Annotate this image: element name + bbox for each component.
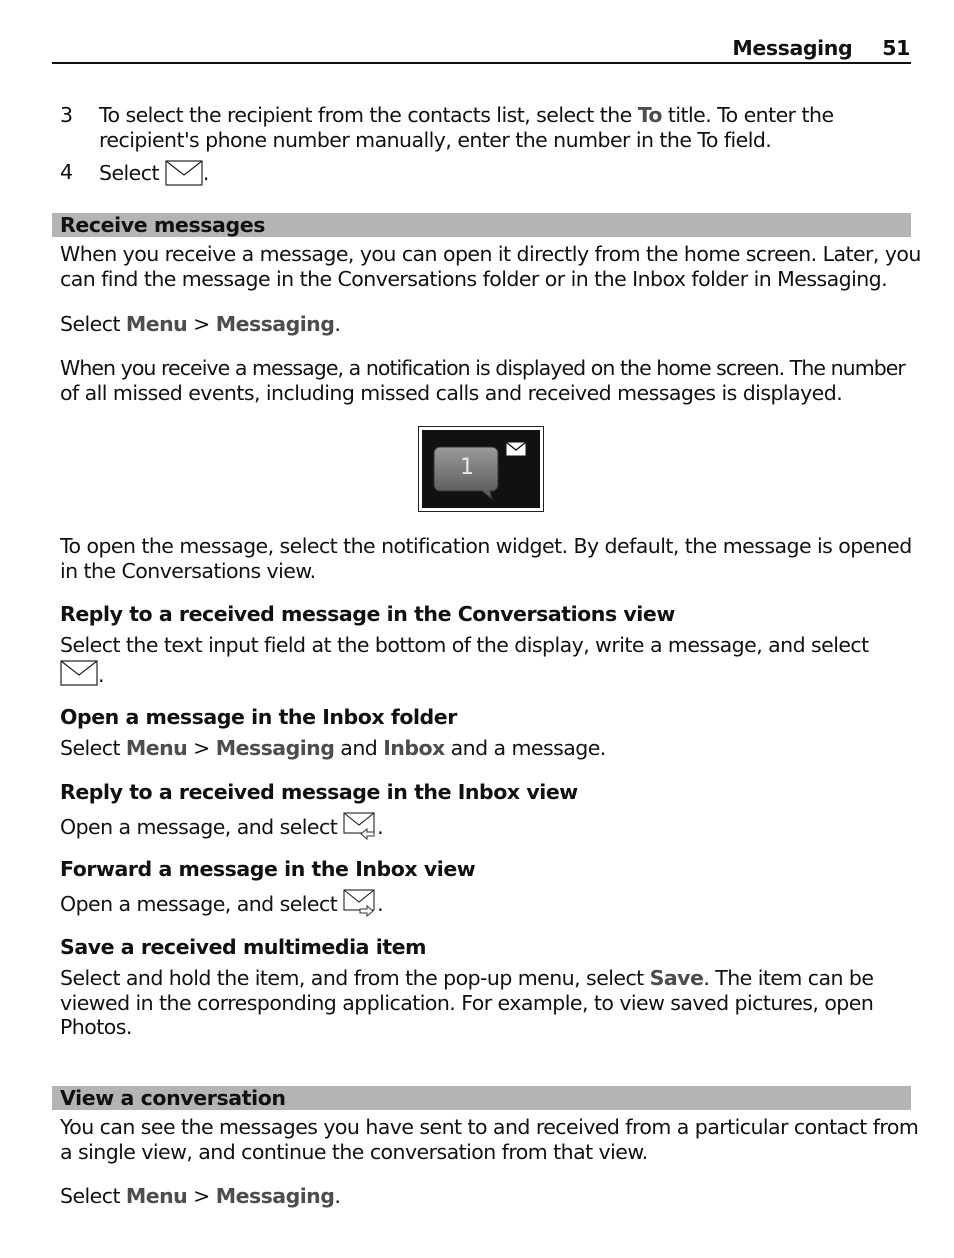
step-3-line-1 [99,103,834,128]
page-number: 51 [882,36,910,60]
forward-inbox-line [60,889,383,917]
view-conv-line-2: a single view, and continue the conversation from that view. [60,1140,648,1164]
widget-background [422,430,540,508]
widget-count: 1 [460,455,474,480]
section-bar-receive [52,213,911,237]
section-title: Receive messages [60,213,266,237]
open-inbox-end: and a message. [444,736,606,760]
subheading-save-multimedia: Save a received multimedia item [60,935,427,959]
notification-widget-image [418,426,544,512]
save-term: Save [649,966,704,990]
subheading-open-inbox: Open a message in the Inbox folder [60,705,457,729]
save-line-1 [60,966,873,991]
step-3-line-2: recipient's phone number manually, enter the number in the To field. [99,128,772,152]
header-section-title: Messaging [732,36,853,60]
section-bar-view-conversation [52,1086,911,1110]
step-number: 3 [60,103,73,127]
receive-select-path [60,312,340,337]
period: . [334,1184,341,1208]
receive-p2-line-1: When you receive a message, a notification is displayed on the home screen. The number [60,356,905,380]
step-4-end: . [202,161,209,185]
subheading-forward-inbox: Forward a message in the Inbox view [60,857,476,881]
reply-conv-line-1: Select the text input field at the bottom of the display, write a message, and select [60,633,869,657]
receive-p2-line-2: of all missed events, including missed calls and received messages is displayed. [60,381,843,405]
view-conv-line-1: You can see the messages you have sent to and received from a particular contact from [60,1115,919,1139]
menu-term: Menu [125,1184,188,1208]
period: . [98,663,104,687]
save-text: Select and hold the item, and from the pop-up menu, select [60,966,650,990]
reply-conv-line-2 [60,660,104,688]
save-line-3: Photos. [60,1015,132,1039]
page-header [732,36,910,60]
period: . [377,815,384,839]
send-message-icon [60,660,98,686]
select-text: Select [60,1184,126,1208]
forward-inbox-text: Open a message, and select [60,892,344,916]
subheading-reply-inbox: Reply to a received message in the Inbox view [60,780,578,804]
receive-p1-line-2: can find the message in the Conversations folder or in the Inbox folder in Messaging. [60,267,888,291]
path-separator: > [187,736,216,760]
step-3-text-end: title. To enter the [661,103,834,127]
messaging-term: Messaging [215,312,335,336]
menu-term: Menu [125,736,188,760]
section-title: View a conversation [60,1086,286,1110]
to-term: To [637,103,662,127]
menu-term: Menu [125,312,188,336]
path-separator: > [187,1184,216,1208]
reply-inbox-line [60,812,383,840]
save-line-2: viewed in the corresponding application. For example, to view saved pictures, open [60,991,874,1015]
inbox-term: Inbox [383,736,445,760]
subheading-reply-conversations: Reply to a received message in the Conversations view [60,602,675,626]
receive-p3-line-1: To open the message, select the notification widget. By default, the message is opened [60,534,912,558]
path-separator: > [187,312,216,336]
select-text: Select [60,312,126,336]
messaging-term: Messaging [215,1184,335,1208]
messaging-term: Messaging [215,736,335,760]
select-text: Select [60,736,126,760]
period: . [377,892,384,916]
step-4-line [99,160,209,186]
save-text-end: . The item can be [703,966,874,990]
receive-p3-line-2: in the Conversations view. [60,559,316,583]
view-conv-select-path [60,1184,340,1209]
envelope-icon [506,442,526,456]
step-3-text: To select the recipient from the contacts list, select the [99,103,638,127]
header-rule [52,62,911,64]
reply-inbox-text: Open a message, and select [60,815,344,839]
and-text: and [334,736,384,760]
receive-p1-line-1: When you receive a message, you can open it directly from the home screen. Later, you [60,242,921,266]
forward-message-icon [343,889,377,917]
step-4-text: Select [99,161,165,185]
step-number: 4 [60,160,73,184]
reply-message-icon [343,812,377,840]
period: . [334,312,341,336]
open-inbox-line [60,736,606,761]
send-message-icon [165,160,203,186]
